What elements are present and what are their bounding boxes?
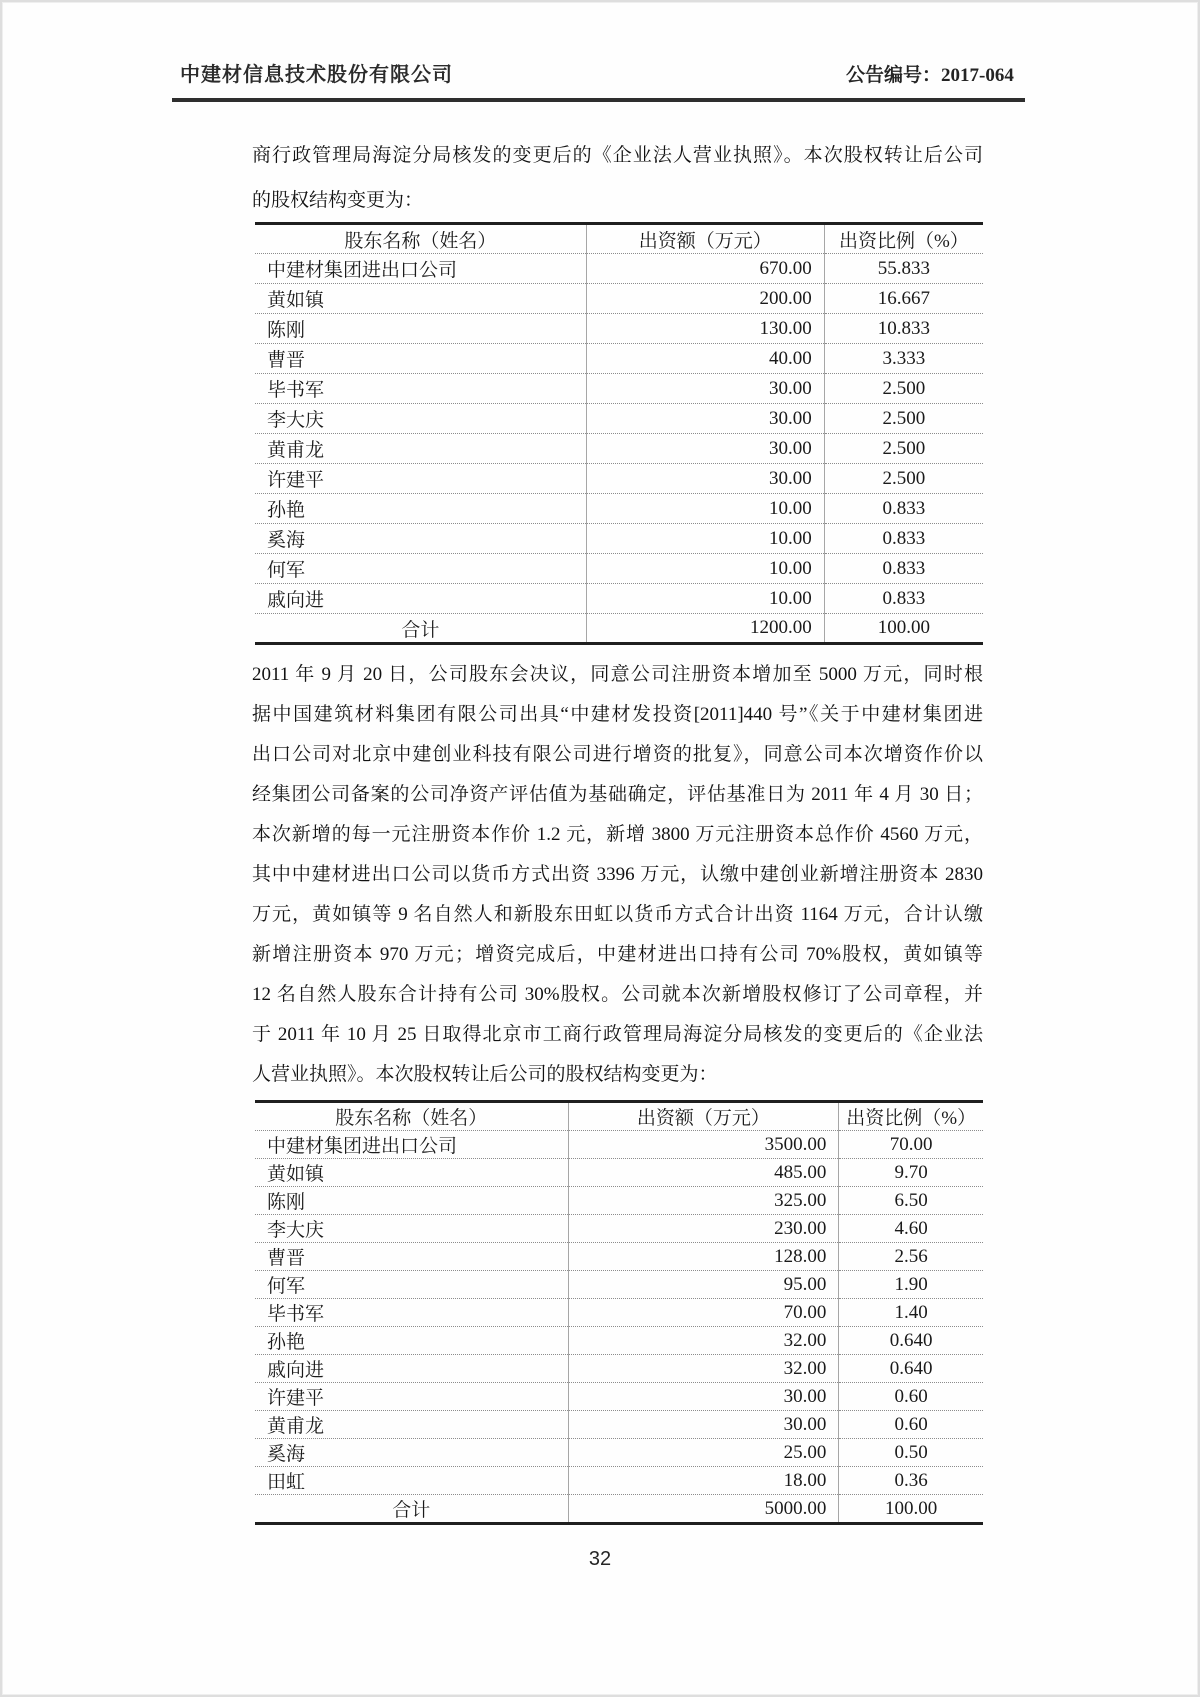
cell: 32.00 xyxy=(568,1355,839,1383)
cell: 黄甫龙 xyxy=(255,1411,568,1439)
cell: 陈刚 xyxy=(255,1187,568,1215)
cell: 曹晋 xyxy=(255,1243,568,1271)
table-row xyxy=(255,584,983,614)
cell: 合计 xyxy=(255,1495,568,1524)
cell: 何军 xyxy=(255,554,586,584)
table-row xyxy=(255,524,983,554)
table-row xyxy=(255,404,983,434)
cell: 30.00 xyxy=(586,404,824,434)
paragraph-line: 万元，黄如镇等 9 名自然人和新股东田虹以货币方式合计出资 1164 万元，合计认缴 xyxy=(252,904,983,925)
cell: 100.00 xyxy=(824,614,983,644)
table-header-row xyxy=(255,224,983,254)
cell: 55.833 xyxy=(824,254,983,284)
cell: 30.00 xyxy=(586,434,824,464)
cell: 32.00 xyxy=(568,1327,839,1355)
cell: 130.00 xyxy=(586,314,824,344)
page-number: 32 xyxy=(588,1548,612,1570)
table-row xyxy=(255,554,983,584)
cell: 10.00 xyxy=(586,554,824,584)
cell: 戚向进 xyxy=(255,1355,568,1383)
table-row xyxy=(255,464,983,494)
table-row xyxy=(255,1131,983,1159)
cell: 325.00 xyxy=(568,1187,839,1215)
cell: 奚海 xyxy=(255,524,586,554)
table-row xyxy=(255,1383,983,1411)
paragraph-line: 新增注册资本 970 万元；增资完成后，中建材进出口持有公司 70%股权，黄如镇等 xyxy=(252,944,983,965)
header-divider xyxy=(172,98,1025,102)
table-row xyxy=(255,1327,983,1355)
table-total-row xyxy=(255,614,983,644)
cell: 奚海 xyxy=(255,1439,568,1467)
cell: 李大庆 xyxy=(255,404,586,434)
table-row xyxy=(255,284,983,314)
cell: 200.00 xyxy=(586,284,824,314)
cell: 许建平 xyxy=(255,464,586,494)
cell: 0.640 xyxy=(839,1355,983,1383)
cell: 1.40 xyxy=(839,1299,983,1327)
table-row xyxy=(255,1355,983,1383)
paragraph-line: 2011 年 9 月 20 日，公司股东会决议，同意公司注册资本增加至 5000 万元，同时根 xyxy=(252,664,983,685)
cell: 30.00 xyxy=(586,464,824,494)
cell: 2.500 xyxy=(824,404,983,434)
table-total-row xyxy=(255,1495,983,1524)
cell: 0.833 xyxy=(824,494,983,524)
paragraph-intro xyxy=(252,133,983,223)
cell: 70.00 xyxy=(839,1131,983,1159)
paragraph-body xyxy=(252,655,983,1095)
paragraph-line: 12 名自然人股东合计持有公司 30%股权。公司就本次新增股权修订了公司章程，并 xyxy=(252,984,983,1005)
table-row xyxy=(255,1411,983,1439)
table-row xyxy=(255,314,983,344)
paragraph-line: 经集团公司备案的公司净资产评估值为基础确定，评估基准日为 2011 年 4 月 30 日； xyxy=(252,784,983,805)
paragraph-line: 其中中建材进出口公司以货币方式出资 3396 万元，认缴中建创业新增注册资本 2830 xyxy=(252,864,983,885)
cell: 100.00 xyxy=(839,1495,983,1524)
cell: 128.00 xyxy=(568,1243,839,1271)
table-row xyxy=(255,1159,983,1187)
paragraph-line: 本次新增的每一元注册资本作价 1.2 元，新增 3800 万元注册资本总作价 4560 万元， xyxy=(252,824,983,845)
table-row xyxy=(255,344,983,374)
column-header: 出资比例（%） xyxy=(824,224,983,254)
cell: 中建材集团进出口公司 xyxy=(255,1131,568,1159)
table-row xyxy=(255,1271,983,1299)
table-row xyxy=(255,1439,983,1467)
paragraph-line: 于 2011 年 10 月 25 日取得北京市工商行政管理局海淀分局核发的变更后的《企业法 xyxy=(252,1024,983,1045)
paragraph-line: 的股权结构变更为： xyxy=(252,190,424,211)
column-header: 股东名称（姓名） xyxy=(335,1108,488,1129)
column-header: 出资额（万元） xyxy=(586,224,824,254)
cell: 2.500 xyxy=(824,464,983,494)
cell: 25.00 xyxy=(568,1439,839,1467)
cell: 30.00 xyxy=(568,1383,839,1411)
cell: 许建平 xyxy=(255,1383,568,1411)
cell: 1.90 xyxy=(839,1271,983,1299)
cell: 毕书军 xyxy=(255,374,586,404)
column-header: 股东名称（姓名） xyxy=(344,230,497,252)
cell: 合计 xyxy=(255,614,586,644)
paragraph-line: 出口公司对北京中建创业科技有限公司进行增资的批复》，同意公司本次增资作价以 xyxy=(252,744,983,765)
cell: 3.333 xyxy=(824,344,983,374)
cell: 0.833 xyxy=(824,554,983,584)
cell: 2.500 xyxy=(824,374,983,404)
cell: 4.60 xyxy=(839,1215,983,1243)
cell: 田虹 xyxy=(255,1467,568,1495)
table-row xyxy=(255,1467,983,1495)
cell: 230.00 xyxy=(568,1215,839,1243)
cell: 10.833 xyxy=(824,314,983,344)
cell: 10.00 xyxy=(586,524,824,554)
cell: 0.50 xyxy=(839,1439,983,1467)
cell: 9.70 xyxy=(839,1159,983,1187)
cell: 670.00 xyxy=(586,254,824,284)
header-company-name: 中建材信息技术股份有限公司 xyxy=(180,64,453,86)
cell: 0.36 xyxy=(839,1467,983,1495)
table-row xyxy=(255,1187,983,1215)
cell: 0.833 xyxy=(824,584,983,614)
cell: 孙艳 xyxy=(255,494,586,524)
cell: 16.667 xyxy=(824,284,983,314)
shareholding-table-1 xyxy=(255,222,983,645)
cell: 何军 xyxy=(255,1271,568,1299)
cell: 1200.00 xyxy=(586,614,824,644)
table-row xyxy=(255,494,983,524)
cell: 0.833 xyxy=(824,524,983,554)
cell: 0.640 xyxy=(839,1327,983,1355)
cell: 10.00 xyxy=(586,584,824,614)
cell: 戚向进 xyxy=(255,584,586,614)
paragraph-line: 商行政管理局海淀分局核发的变更后的《企业法人营业执照》。本次股权转让后公司 xyxy=(252,145,983,166)
cell: 2.500 xyxy=(824,434,983,464)
paragraph-line: 人营业执照》。本次股权转让后公司的股权结构变更为： xyxy=(252,1064,718,1085)
cell: 95.00 xyxy=(568,1271,839,1299)
cell: 3500.00 xyxy=(568,1131,839,1159)
cell: 中建材集团进出口公司 xyxy=(255,254,586,284)
table-row xyxy=(255,374,983,404)
table-row xyxy=(255,1299,983,1327)
cell: 李大庆 xyxy=(255,1215,568,1243)
cell: 6.50 xyxy=(839,1187,983,1215)
table-header-row xyxy=(255,1102,983,1131)
cell: 5000.00 xyxy=(568,1495,839,1524)
shareholding-table-2 xyxy=(255,1100,983,1525)
column-header: 出资额（万元） xyxy=(568,1102,839,1131)
cell: 孙艳 xyxy=(255,1327,568,1355)
cell: 2.56 xyxy=(839,1243,983,1271)
cell: 70.00 xyxy=(568,1299,839,1327)
cell: 黄如镇 xyxy=(255,284,586,314)
cell: 黄甫龙 xyxy=(255,434,586,464)
table-row xyxy=(255,254,983,284)
paragraph-line: 据中国建筑材料集团有限公司出具“中建材发投资[2011]440 号”《关于中建材集团进 xyxy=(252,704,983,725)
cell: 曹晋 xyxy=(255,344,586,374)
cell: 485.00 xyxy=(568,1159,839,1187)
table-row xyxy=(255,1215,983,1243)
table-row xyxy=(255,1243,983,1271)
table-row xyxy=(255,434,983,464)
cell: 30.00 xyxy=(586,374,824,404)
header-notice-number: 公告编号：2017-064 xyxy=(846,65,1014,86)
cell: 0.60 xyxy=(839,1411,983,1439)
cell: 40.00 xyxy=(586,344,824,374)
cell: 0.60 xyxy=(839,1383,983,1411)
cell: 陈刚 xyxy=(255,314,586,344)
cell: 黄如镇 xyxy=(255,1159,568,1187)
column-header: 出资比例（%） xyxy=(839,1102,983,1131)
cell: 30.00 xyxy=(568,1411,839,1439)
cell: 10.00 xyxy=(586,494,824,524)
cell: 毕书军 xyxy=(255,1299,568,1327)
cell: 18.00 xyxy=(568,1467,839,1495)
